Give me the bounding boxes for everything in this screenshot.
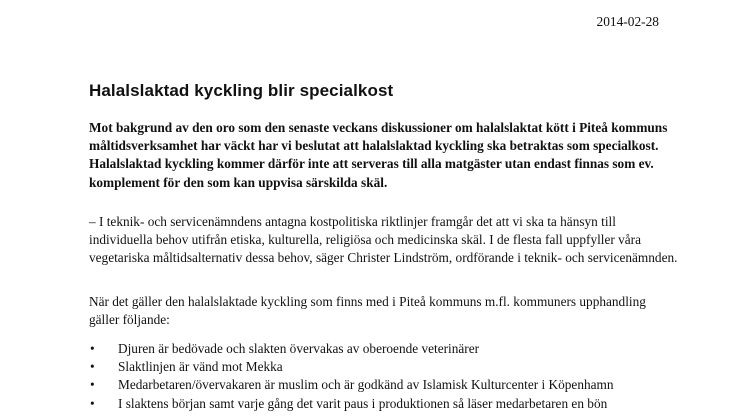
- bullet-icon: •: [90, 395, 95, 411]
- list-item-text: Slaktlinjen är vänd mot Mekka: [118, 359, 283, 375]
- bullet-icon: •: [90, 341, 95, 356]
- list-item: [89, 358, 709, 376]
- bullet-icon: •: [90, 359, 95, 375]
- document-date: 2014-02-28: [596, 14, 659, 29]
- list-item-text: Medarbetaren/övervakaren är muslim och är godkänd av Islamisk Kulturcenter i Köpenhamn: [118, 377, 614, 393]
- document-headline: Halalslaktad kyckling blir specialkost: [89, 81, 394, 100]
- quote-paragraph: – I teknik- och servicenämndens antagna kostpolitiska riktlinjer framgår det att vi ska ta hänsyn till individuella behov utifrån etiska, kulturella, religiösa och medicinska skäl. I de flesta fall uppfyller våra vegetariska måltidsalternativ dessa behov, säger Christer Lindström, ordförande i teknik- och servicenämnden.: [89, 214, 678, 266]
- list-item: [89, 395, 709, 413]
- list-item: [89, 340, 709, 358]
- conditions-list: [89, 340, 709, 413]
- list-item-text: I slaktens början samt varje gång det varit paus i produktionen så läser medarbetaren en bön: [118, 395, 608, 411]
- lead-paragraph: Mot bakgrund av den oro som den senaste veckans diskussioner om halalslaktat kött i Piteå kommuns måltidsverksamhet har väckt har vi beslutat att halalslaktad kyckling ska betraktas som specialkost. Halalslaktad kyckling kommer därför inte att serveras till alla matgäster utan endast finnas som ev. komplement för den som kan uppvisa särskilda skäl.: [89, 120, 668, 190]
- procurement-paragraph: När det gäller den halalslaktade kyckling som finns med i Piteå kommuns m.fl. kommuners upphandling gäller följande:: [89, 294, 646, 328]
- list-item: [89, 376, 709, 394]
- bullet-icon: •: [90, 377, 95, 393]
- list-item-text: Djuren är bedövade och slakten övervakas av oberoende veterinärer: [118, 341, 480, 356]
